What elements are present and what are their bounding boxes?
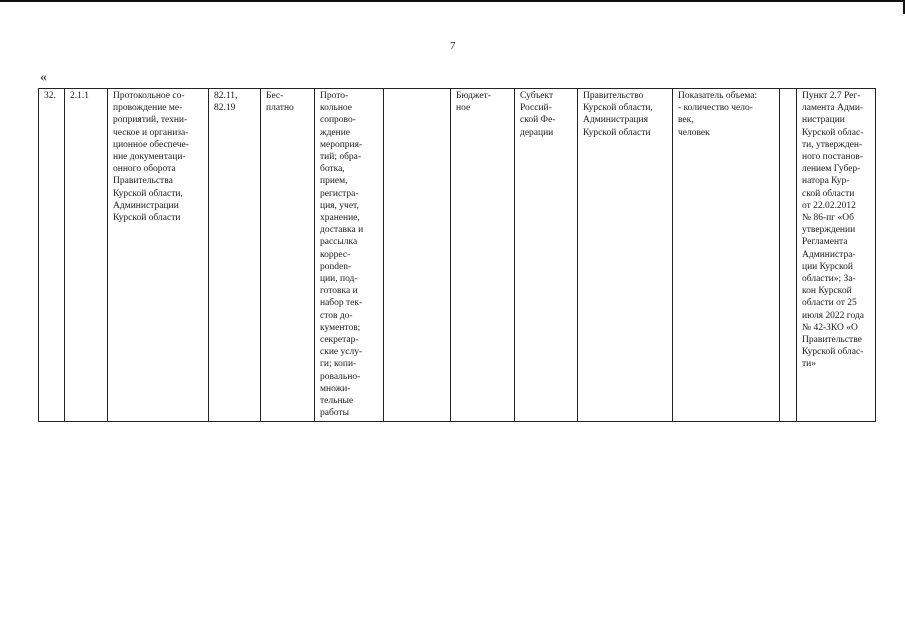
cell-content: Прото- кольное сопрово- ждение мероприя- тий; обра- ботка, прием, регистра- ция, учет, хранение, доставка и рассылка коррес- ponden- ции, под- готовка и набор тек- стов до- кументов; секретар- ские услу- ги; копи- ровально- множи- тельные работы bbox=[315, 89, 384, 422]
cell-indicator: Показатель объема: - количество чело- век, человек bbox=[673, 89, 780, 422]
cell-founder: Правительство Курской области, Администрация Курской области bbox=[578, 89, 673, 422]
cell-funding: Бюджет- ное bbox=[451, 89, 515, 422]
cell-service-name: Протокольное со- провождение ме- роприятий, техни- ческое и организа- ционное обеспече- ние документаци- онного оборота Правительства Курской области, Администрации Курской области bbox=[108, 89, 209, 422]
opening-quote: « bbox=[40, 70, 47, 85]
cell-subject: Субъект Россий- ской Фе- дерации bbox=[515, 89, 578, 422]
table-row bbox=[39, 89, 876, 422]
cell-empty-1 bbox=[384, 89, 451, 422]
page-number: 7 bbox=[450, 40, 456, 52]
cell-basis: Пункт 2.7 Рег- ламента Адми- нистрации Курской облас- ти, утвержден- ного постанов- лением Губер- натора Кур- ской области от 22.02.2012 № 86-пг «Об утверждении Регламента Администра- ции Курской области»; За- кон Курской области от 25 июля 2022 года № 42-ЗКО «О Правительстве Курской облас- ти» bbox=[797, 89, 876, 422]
cell-okved: 82.11, 82.19 bbox=[209, 89, 261, 422]
cell-code: 2.1.1 bbox=[65, 89, 108, 422]
cell-row-number: 32. bbox=[39, 89, 65, 422]
cell-empty-2 bbox=[780, 89, 797, 422]
registry-table bbox=[38, 88, 876, 422]
top-border-line bbox=[0, 0, 905, 2]
cell-payment: Бес- платно bbox=[261, 89, 315, 422]
